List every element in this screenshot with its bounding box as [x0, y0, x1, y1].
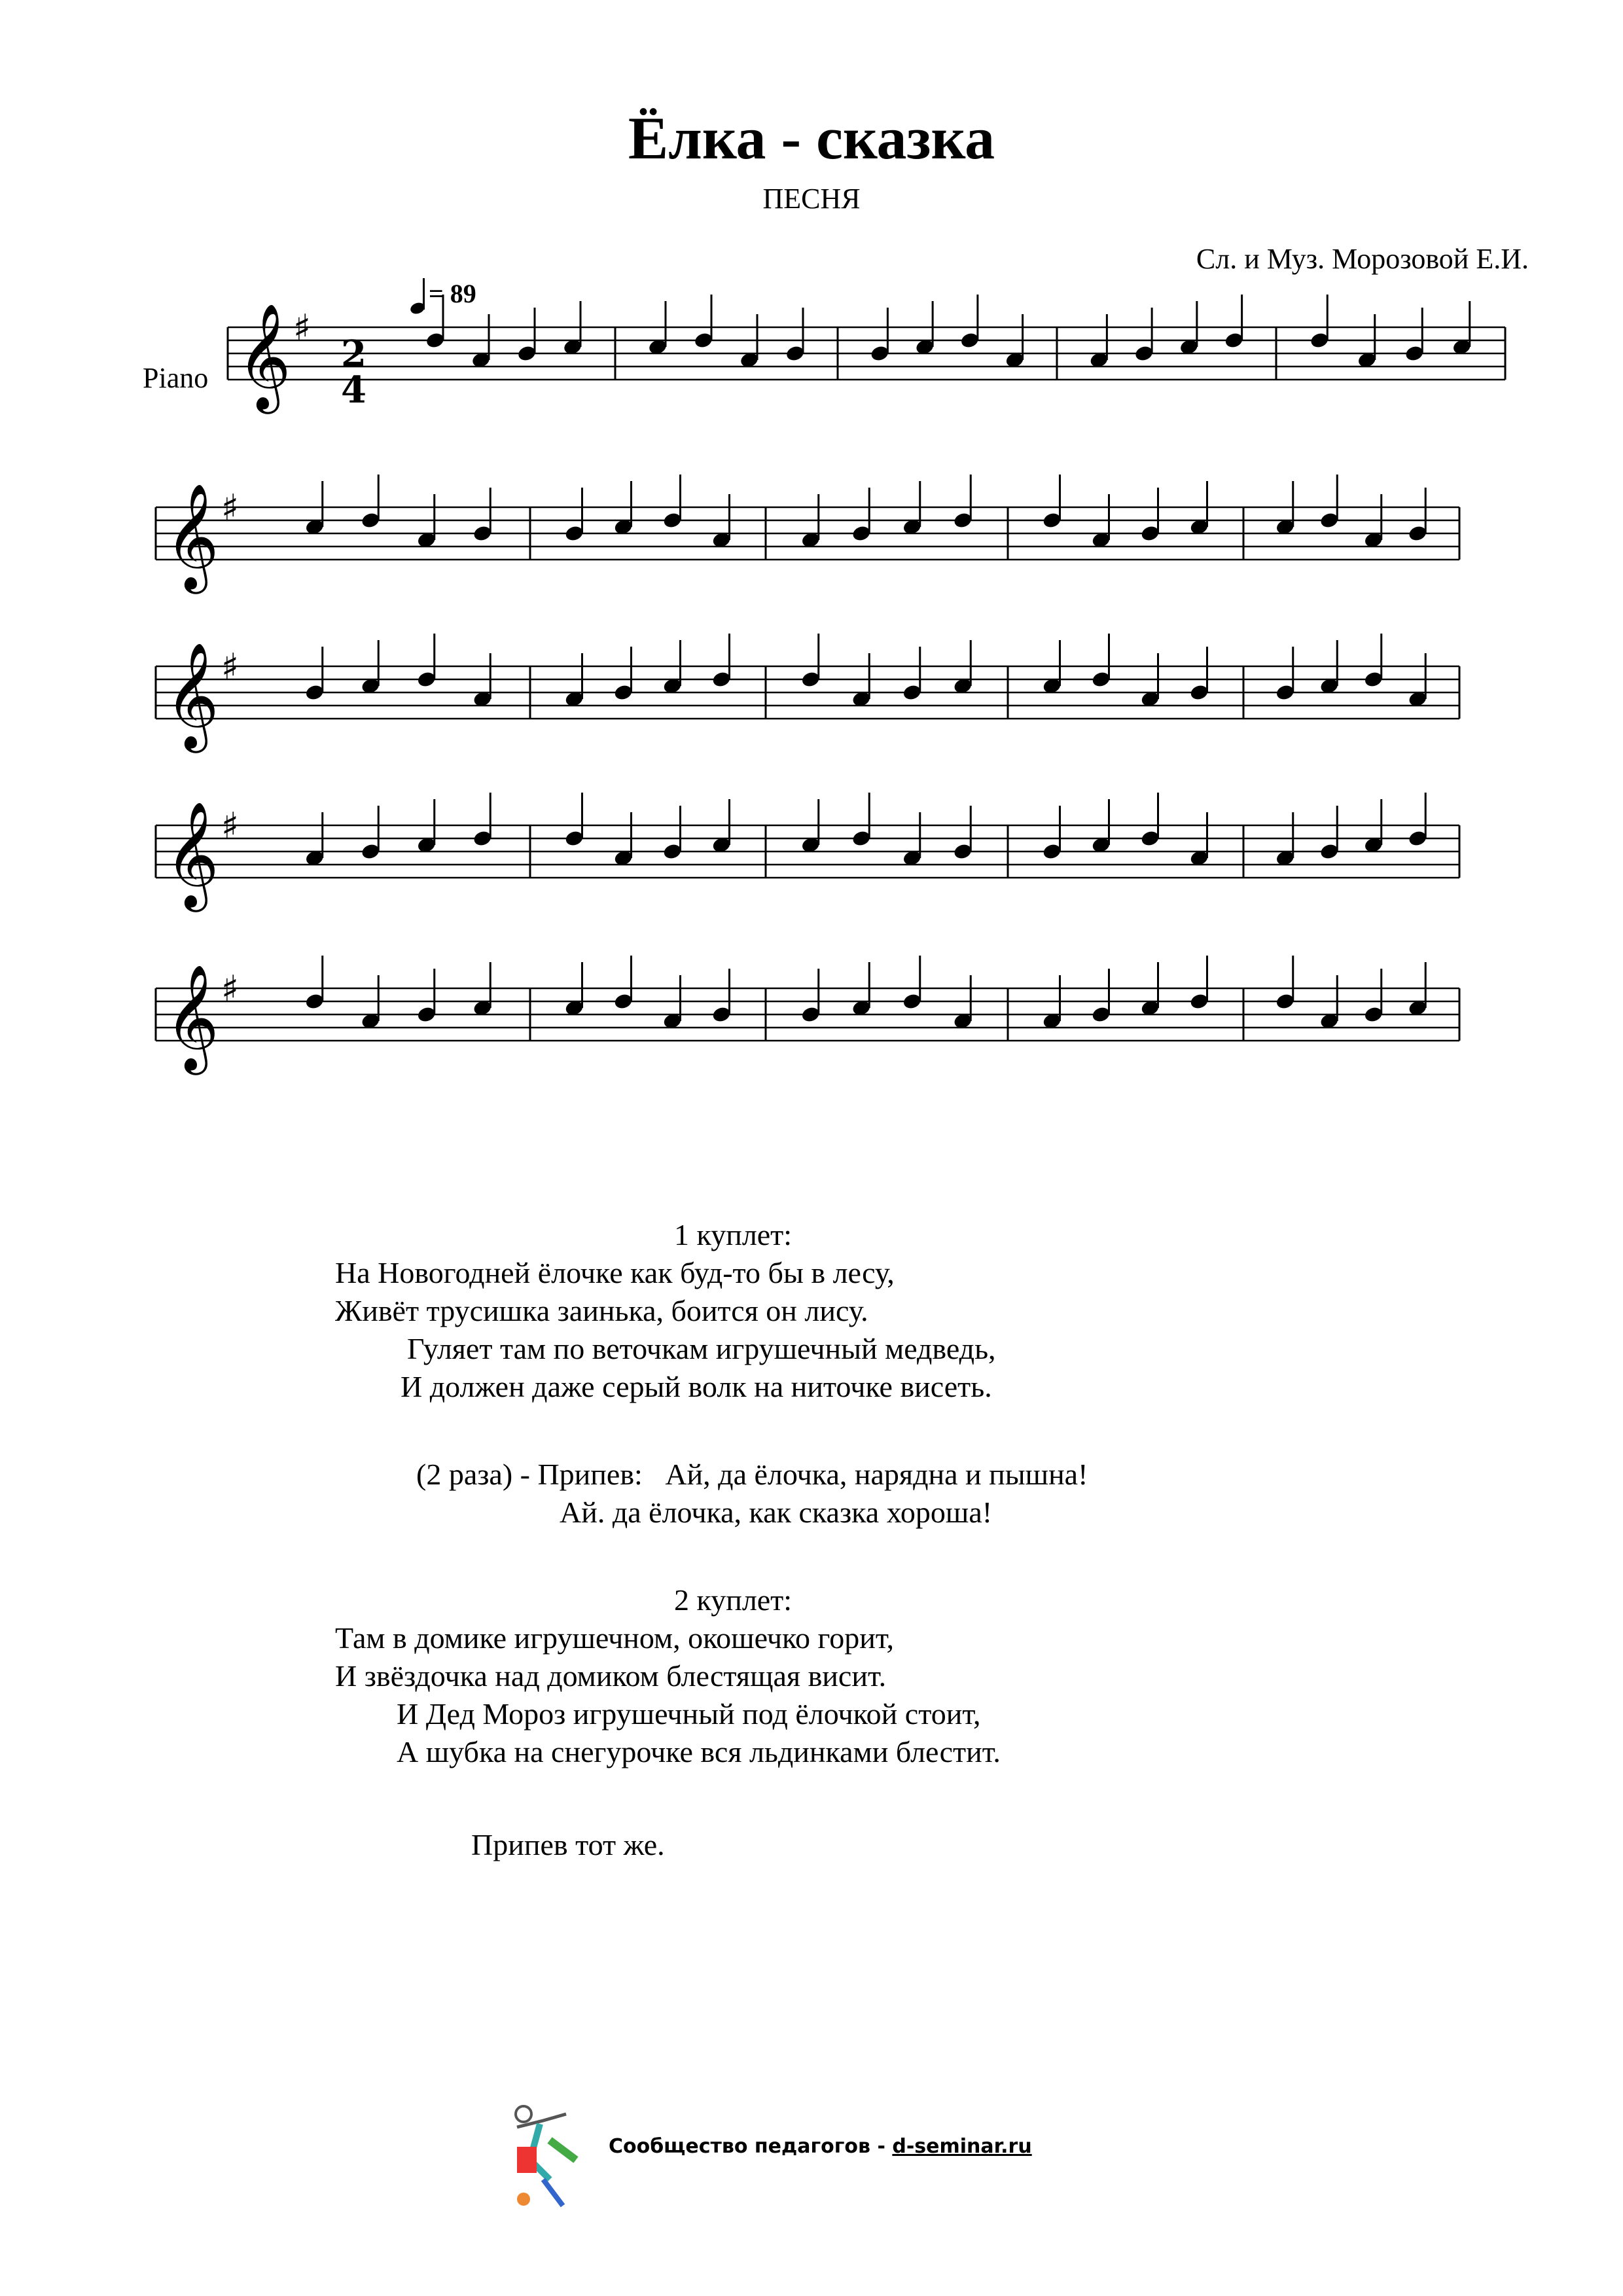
verse1-label: 1 куплет: — [674, 1218, 793, 1251]
verse2-line2: И звёздочка над домиком блестящая висит. — [335, 1659, 887, 1693]
footer-link[interactable]: d-seminar.ru — [892, 2135, 1032, 2158]
instrument-label: Piano — [143, 362, 209, 394]
staff-system — [156, 475, 1459, 594]
composer-credit: Сл. и Муз. Морозовой Е.И. — [1196, 243, 1529, 275]
community-logo-icon — [504, 2101, 602, 2212]
verse1-line3: Гуляет там по веточкам игрушечный медведь, — [407, 1332, 996, 1365]
verse1-line1: На Новогодней ёлочке как буд-то бы в лесу, — [335, 1256, 895, 1289]
key-sharp-icon: ♯ — [221, 968, 240, 1011]
chorus-line1: (2 раза) - Припев: Ай, да ёлочка, нарядна и пышна! — [416, 1458, 1088, 1491]
key-sharp-icon: ♯ — [293, 307, 312, 350]
verse1-line4: И должен даже серый волк на ниточке висеть. — [401, 1370, 992, 1403]
verse2-line4: А шубка на снегурочке вся льдинками блестит. — [397, 1735, 1001, 1768]
staff-system — [228, 295, 1505, 414]
time-signature — [341, 332, 366, 412]
treble-clef-icon: 𝄞 — [165, 483, 219, 590]
key-sharp-icon: ♯ — [221, 805, 240, 848]
verse2-label: 2 куплет: — [674, 1583, 793, 1617]
treble-clef-icon: 𝄞 — [165, 642, 219, 749]
chorus-line2: Ай. да ёлочка, как сказка хороша! — [560, 1496, 993, 1529]
time-signature-top: 2 — [341, 332, 366, 376]
key-sharp-icon: ♯ — [221, 646, 240, 689]
staff-system — [156, 793, 1459, 912]
treble-clef-icon: 𝄞 — [165, 964, 219, 1071]
staff-system — [156, 634, 1459, 753]
song-title: Ёлка - сказка — [628, 105, 995, 171]
footer-text: Сообщество педагогов - — [609, 2135, 893, 2158]
verse1-line2: Живёт трусишка заинька, боится он лису. — [335, 1294, 868, 1327]
treble-clef-icon: 𝄞 — [165, 801, 219, 908]
music-score — [0, 0, 1623, 1113]
chorus-repeat-note: Припев тот же. — [471, 1828, 665, 1861]
treble-clef-icon: 𝄞 — [237, 303, 291, 410]
verse2-line3: И Дед Мороз игрушечный под ёлочкой стоит, — [397, 1697, 981, 1731]
key-sharp-icon: ♯ — [221, 487, 240, 529]
verse2-line1: Там в домике игрушечном, окошечко горит, — [335, 1621, 894, 1655]
footer — [609, 2135, 1032, 2158]
staff-system — [156, 956, 1459, 1075]
tempo-value: = 89 — [429, 279, 476, 309]
time-signature-bottom: 4 — [341, 368, 366, 412]
song-subtitle: ПЕСНЯ — [762, 183, 861, 215]
